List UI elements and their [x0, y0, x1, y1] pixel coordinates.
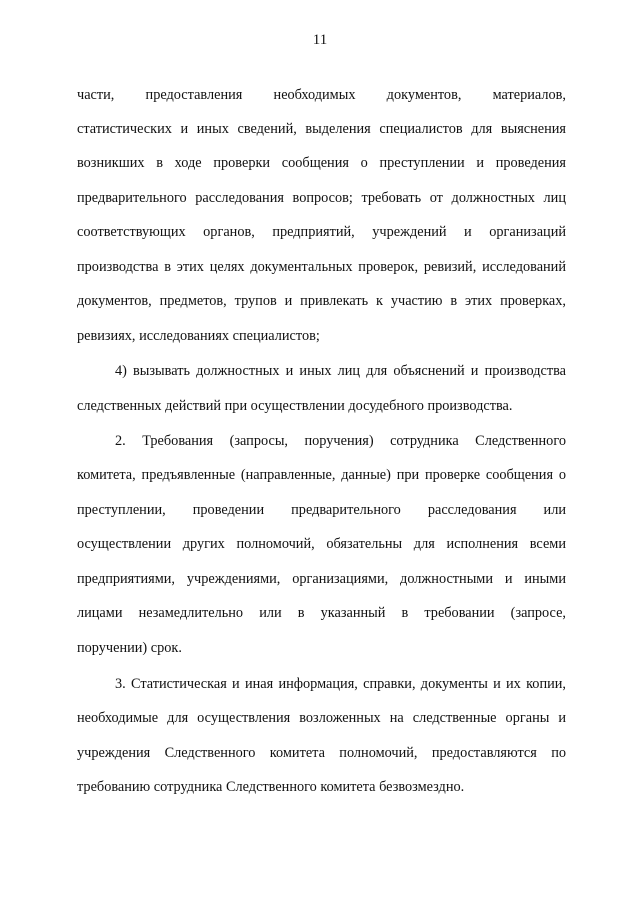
paragraph-3-line-4: осуществлении других полномочий, обязательны для исполнения всеми: [77, 536, 566, 552]
paragraph-4-line-2: необходимые для осуществления возложенных на следственные органы и: [77, 710, 566, 726]
paragraph-1-line-3: возникших в ходе проверки сообщения о преступлении и проведения: [77, 155, 566, 171]
paragraph-1-line-6: производства в этих целях документальных проверок, ревизий, исследований: [77, 259, 566, 275]
paragraph-2-line-1: 4) вызывать должностных и иных лиц для объяснений и производства: [115, 363, 566, 379]
paragraph-3-line-2: комитета, предъявленные (направленные, данные) при проверке сообщения о: [77, 467, 566, 483]
paragraph-1-line-7: документов, предметов, трупов и привлекать к участию в этих проверках,: [77, 293, 566, 309]
page-number: 11: [312, 32, 328, 48]
paragraph-4-line-1: 3. Статистическая и иная информация, справки, документы и их копии,: [115, 676, 566, 692]
paragraph-1-line-8: ревизиях, исследованиях специалистов;: [77, 328, 320, 344]
paragraph-3-line-7: поручении) срок.: [77, 640, 182, 656]
paragraph-1-line-5: соответствующих органов, предприятий, учреждений и организаций: [77, 224, 566, 240]
paragraph-3-line-6: лицами незамедлительно или в указанный в требовании (запросе,: [77, 605, 566, 621]
paragraph-4-line-4: требованию сотрудника Следственного комитета безвозмездно.: [77, 779, 465, 795]
paragraph-1-line-4: предварительного расследования вопросов; требовать от должностных лиц: [77, 190, 566, 206]
paragraph-3-line-1: 2. Требования (запросы, поручения) сотрудника Следственного: [115, 433, 566, 449]
paragraph-1-line-1: части, предоставления необходимых документов, материалов,: [77, 87, 566, 103]
paragraph-1-line-2: статистических и иных сведений, выделения специалистов для выяснения: [77, 121, 566, 137]
paragraph-4-line-3: учреждения Следственного комитета полномочий, предоставляются по: [77, 745, 566, 761]
paragraph-3-line-3: преступлении, проведении предварительного расследования или: [77, 502, 566, 518]
paragraph-3-line-5: предприятиями, учреждениями, организациями, должностными и иными: [77, 571, 566, 587]
paragraph-2-line-2: следственных действий при осуществлении досудебного производства.: [77, 398, 513, 414]
